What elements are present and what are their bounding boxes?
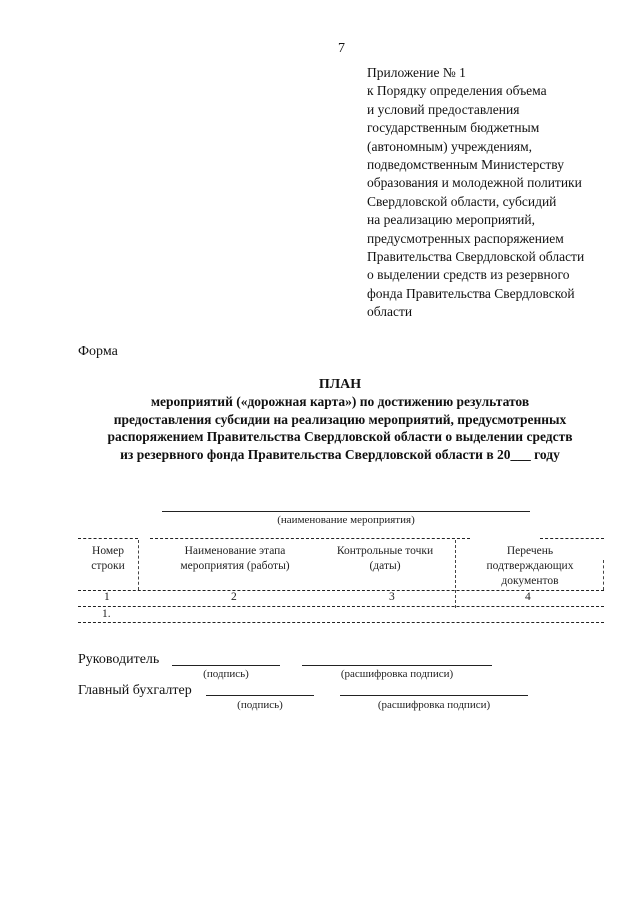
column-number: 4 bbox=[525, 591, 531, 603]
appendix-line: на реализацию мероприятий, bbox=[367, 212, 535, 228]
appendix-line: о выделении средств из резервного bbox=[367, 267, 570, 283]
header-text: Перечень bbox=[506, 545, 554, 557]
page-number: 7 bbox=[338, 41, 345, 56]
appendix-line: подведомственным Министерству bbox=[367, 157, 564, 173]
header-text: Номер bbox=[92, 545, 124, 557]
column-separator bbox=[138, 540, 139, 590]
appendix-line: (автономным) учреждениям, bbox=[367, 138, 533, 154]
header-text: подтверждающих bbox=[486, 560, 574, 572]
appendix-line: фонда Правительства Свердловской bbox=[367, 285, 575, 301]
appendix-line: области bbox=[367, 304, 413, 320]
head-label: Руководитель bbox=[78, 652, 160, 667]
event-name-caption: (наименование мероприятия) bbox=[277, 514, 415, 526]
column-separator bbox=[455, 540, 456, 608]
chief-accountant-signature-line bbox=[206, 695, 314, 696]
head-sign-caption: (подпись) bbox=[203, 668, 249, 680]
header-text: документов bbox=[501, 575, 559, 587]
appendix-block bbox=[367, 64, 627, 322]
plan-subtitle bbox=[70, 393, 610, 463]
plan-subtitle-line: мероприятий («дорожная карта») по достижению результатов bbox=[150, 394, 530, 409]
plan-subtitle-line: предоставления субсидии на реализацию мероприятий, предусмотренных bbox=[113, 411, 567, 427]
appendix-line: образования и молодежной политики bbox=[367, 175, 582, 191]
column-number: 2 bbox=[231, 591, 237, 603]
header-text: Контрольные точки bbox=[336, 545, 434, 557]
appendix-line: государственным бюджетным bbox=[367, 120, 540, 136]
column-number: 3 bbox=[389, 591, 395, 603]
table-row-border bbox=[78, 622, 604, 623]
head-signature-line bbox=[172, 665, 280, 666]
chief-accountant-label: Главный бухгалтер bbox=[78, 683, 192, 698]
plan-subtitle-line: распоряжением Правительства Свердловской области о выделении средств bbox=[107, 429, 573, 444]
header-text: мероприятия (работы) bbox=[180, 560, 290, 572]
chief-accountant-sign-caption: (подпись) bbox=[237, 699, 283, 711]
header-cell-documents bbox=[460, 544, 600, 589]
head-name-line bbox=[302, 665, 492, 666]
numbers-bottom-border bbox=[78, 606, 604, 607]
table-top-border bbox=[78, 538, 138, 539]
column-separator bbox=[603, 560, 604, 590]
chief-accountant-name-line bbox=[340, 695, 528, 696]
event-name-line bbox=[162, 511, 530, 512]
header-text: Наименование этапа bbox=[184, 545, 286, 557]
column-number: 1 bbox=[104, 591, 110, 603]
appendix-line: Приложение № 1 bbox=[367, 65, 466, 80]
appendix-line: Свердловской области, субсидий bbox=[367, 193, 557, 209]
header-text: строки bbox=[91, 560, 125, 572]
head-name-caption: (расшифровка подписи) bbox=[340, 668, 454, 680]
appendix-line: Правительства Свердловской области bbox=[367, 249, 585, 265]
plan-subtitle-line: из резервного фонда Правительства Свердловской области в 20___ году bbox=[120, 446, 560, 462]
header-text: (даты) bbox=[369, 560, 401, 572]
header-cell-row-number bbox=[78, 544, 138, 574]
header-cell-stage-name bbox=[150, 544, 320, 574]
plan-title: ПЛАН bbox=[318, 377, 362, 392]
header-cell-control-points bbox=[325, 544, 445, 574]
appendix-line: предусмотренных распоряжением bbox=[367, 230, 564, 246]
chief-accountant-name-caption: (расшифровка подписи) bbox=[377, 699, 491, 711]
appendix-line: и условий предоставления bbox=[367, 101, 520, 117]
form-label: Форма bbox=[78, 344, 118, 359]
table-row-number: 1. bbox=[102, 608, 111, 620]
appendix-line: к Порядку определения объема bbox=[367, 83, 547, 99]
table-top-border bbox=[540, 538, 604, 539]
table-top-border bbox=[150, 538, 470, 539]
